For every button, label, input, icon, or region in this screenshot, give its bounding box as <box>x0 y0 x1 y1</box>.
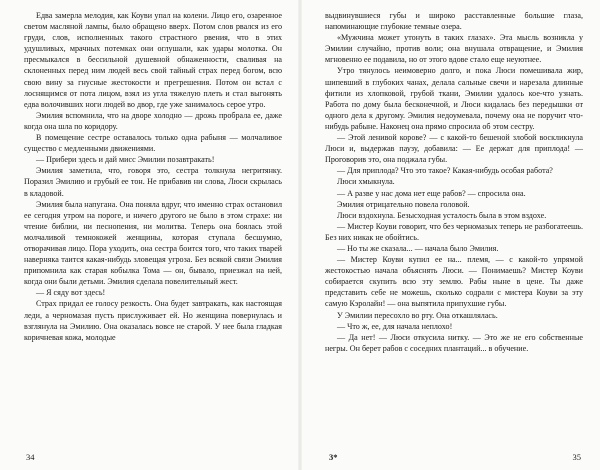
paragraph: — Да нет! — Люси откусила нитку. — Это же не его собственные негры. Он берет рабов с соседних плантаций... в обучение. <box>325 332 583 353</box>
page-number-left: 34 <box>26 452 35 462</box>
book-gutter <box>298 0 302 470</box>
paragraph: Люси вздохнула. Безысходная усталость была в этом вздохе. <box>337 210 547 220</box>
paragraph: Эмилия заметила, что, говоря это, сестра толкнула негритянку. Поразил Эмилию и грубый ее тон. Не прибавив ни слова, Люси скрылась в кладовой. <box>24 166 282 198</box>
paragraph: Страх придал ее голосу резкость. Она будет завтракать, как настоящая леди, а черномазая пусть прислуживает ей. Но женщина повернулась и взглянула на Эмилию. Она оказалась вовсе не старой. У нее была гладкая коричневая кожа, молодые <box>24 299 282 342</box>
left-page <box>24 10 282 462</box>
paragraph: — Я сяду вот здесь! <box>36 288 106 298</box>
paragraph: — Что ж, ее, для начала неплохо! <box>337 321 453 331</box>
paragraph: Утро тянулось неимоверно долго, и пока Люси помешивала жир, шипевший в глубоких чанах, делала сальные свечи и нарезала длинные фитили из хлопковой, грубой ткани, Эмилии удалось кое-что узнать. Работа по дому была бесконечной, и Люси кидалась без передышки от одного дела к другому. Эмилия недоумевала, почему она не поручит что-нибудь рабыне. Наконец она прямо спросила об этом сестру. <box>325 66 583 131</box>
printer-signature-mark: 3* <box>329 452 338 462</box>
right-page-text <box>325 10 583 354</box>
paragraph: Эмилия вспомнила, что на дворе холодно — дрожь пробрала ее, даже когда она шла по коридору. <box>24 110 282 131</box>
right-page <box>325 10 583 462</box>
paragraph: Едва замерла мелодия, как Коуви упал на колени. Лицо его, озаренное светом масляной лампы, было обращено вверх. Потом слов рвался из его груди, слов, исполненных такого страстного рвения, что в этих удушливых, мрачных потемках они оглушали, как удары молотка. Он пресмыкался в бессильной душевной обнаженности, сваливая на склоненных перед ним людей весь свой тайный страх перед богом, всю свою вину за гнусные жестокости и прегрешения. Потом он встал с лоснящимся от пота лицом, взял из угла тяжелую плеть и стал выгонять едва волочивших ноги людей во двор, где уже занималось серое утро. <box>24 11 282 109</box>
paragraph: — Но ты же сказала... — начала было Эмилия. <box>337 243 499 253</box>
paragraph: Люси хмыкнула. <box>337 177 395 187</box>
paragraph: — Этой ленивой корове? — с какой-то бешеной злобой воскликнула Люси и, выдержав паузу, добавила: — Ее держат для приплода! — Проговорив это, она поджала губы. <box>325 133 583 165</box>
left-page-text <box>24 10 282 343</box>
paragraph: У Эмилии пересохло во рту. Она откашлялась. <box>337 310 498 320</box>
paragraph: — Для приплода? Что это такое? Какая-нибудь особая работа? <box>337 166 553 176</box>
paragraph: «Мужчина может утонуть в таких глазах». Эта мысль возникла у Эмилии случайно, против воли; она внушала отвращение, и Эмилия мгновенно ее подавила, но от этого вдове стало еще неуютнее. <box>325 33 583 65</box>
paragraph: — Прибери здесь и дай мисс Эмилии позавтракать! <box>36 155 215 165</box>
paragraph: выдвинувшиеся губы и широко расставленные большие глаза, напоминающие глубокие темные озера. <box>325 11 583 32</box>
paragraph: Эмилия была напугана. Она поняла вдруг, что именно страх остановил ее сегодня утром на пороге, и ничего другого не было в этом страхе: ни чтение библии, ни песнопения, ни молитва. Теперь она боялась этой молчаливой темнокожей женщины, которая ступала бесшумно, отворачивая лицо. Пора уходить, она сестра боится того, что таких тварей наверняка таится какая-нибудь зловещая угроза. Без всякой связи Эмилия припомнила как старая кобылка Тома — он, бывало, приезжал на ней, когда они были детьми. Эмилия сделала повелительный жест. <box>24 199 282 287</box>
paragraph: — А разве у нас дома нет еще рабов? — спросила она. <box>337 188 526 198</box>
paragraph: В помещение сестре оставалось только одна рабыня — молчаливое существо с медленными движениями. <box>24 133 282 154</box>
paragraph: — Мистер Коуви купил ее на... племя, — с какой-то упрямой жестокостью начала объяснять Люси. — Понимаешь? Мистер Коуви собирается скупить всю эту землю. Рабы ныне в цене. Ты даже представить себе не можешь, сколько содрали с мистера Коуви за эту самую Кэролайн! — она выпятила припухшие губы. <box>325 255 583 309</box>
page-number-right: 35 <box>572 452 581 462</box>
paragraph: — Мистер Коуви говорит, что без черномазых теперь не разбогатеешь. Без них никак не обойтись. <box>325 221 583 242</box>
paragraph: Эмилия отрицательно повела головой. <box>337 199 470 209</box>
